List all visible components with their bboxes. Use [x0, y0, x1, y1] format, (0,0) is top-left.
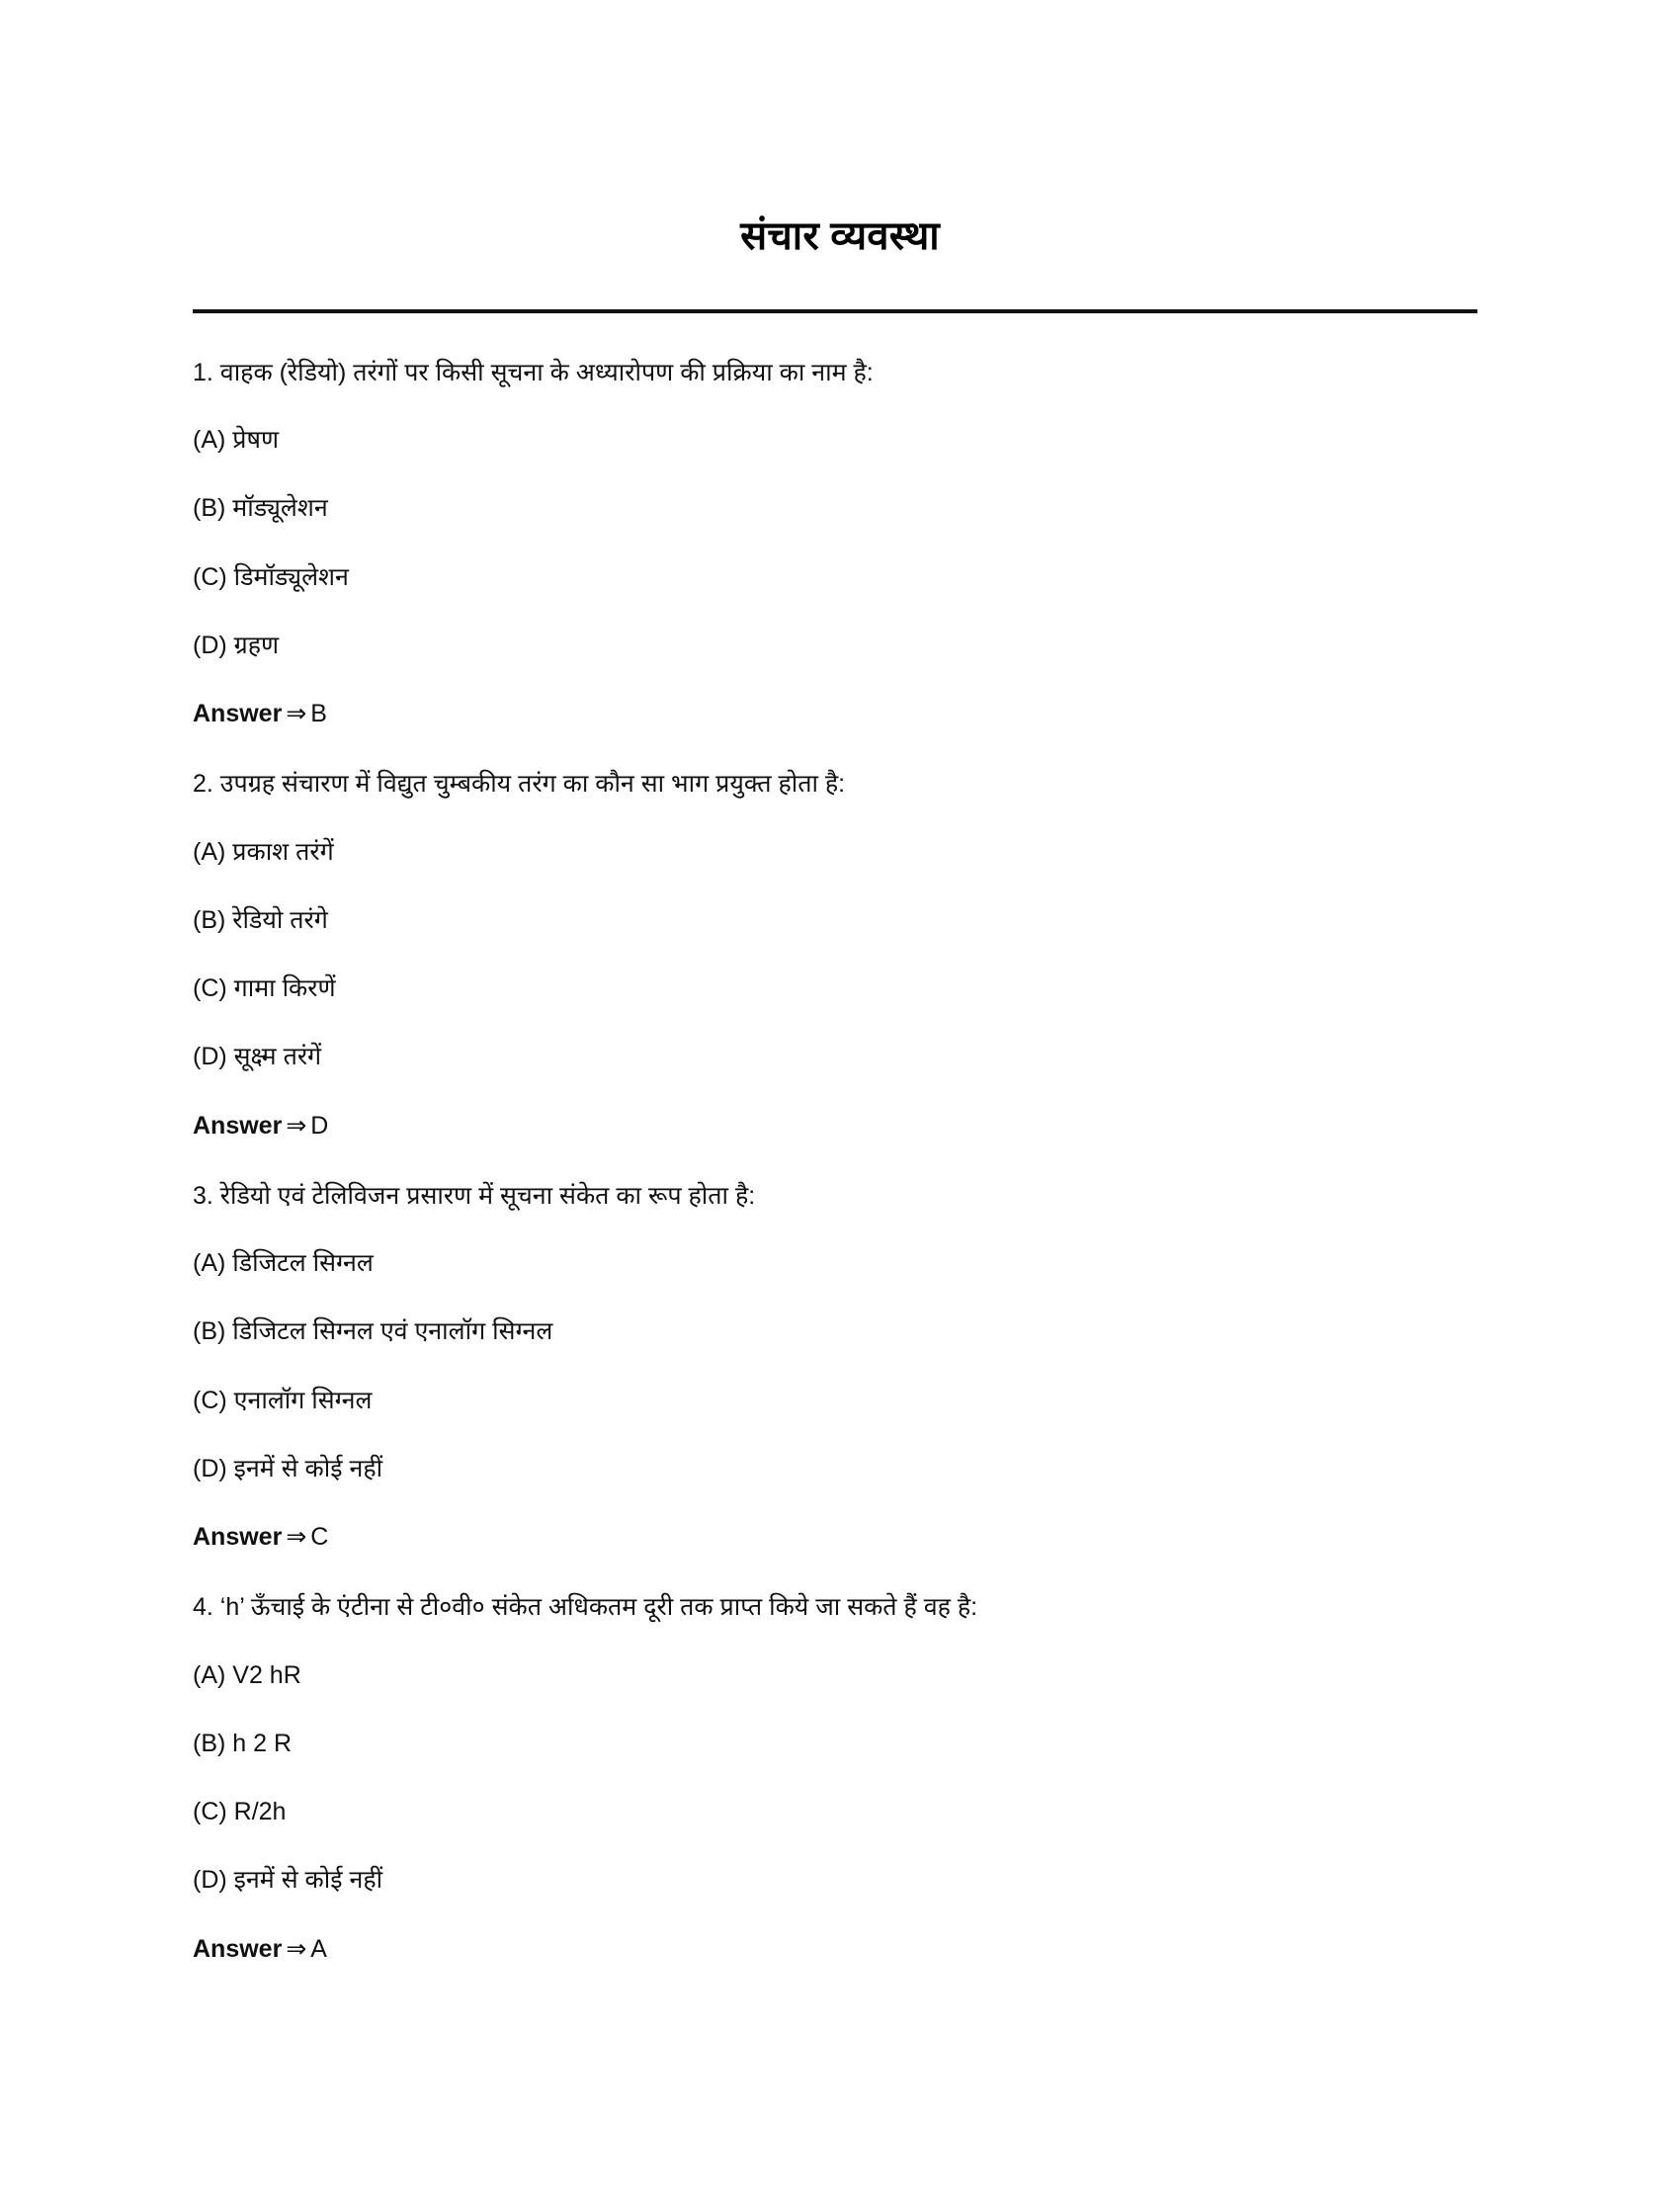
- option-c[interactable]: (C) एनालॉग सिग्नल: [193, 1386, 373, 1414]
- option-c[interactable]: (C) गामा किरणें: [193, 974, 336, 1003]
- question-text: 2. उपग्रह संचारण में विद्युत चुम्बकीय तरंग का कौन सा भाग प्रयुक्त होता है:: [193, 770, 846, 799]
- answer-label: Answer: [193, 1111, 283, 1140]
- answer-value: C: [310, 1523, 329, 1552]
- option-b[interactable]: (B) डिजिटल सिग्नल एवं एनालॉग सिग्नल: [193, 1317, 553, 1346]
- answer-line: [193, 1931, 1487, 1967]
- answer-value: B: [310, 700, 327, 728]
- questions-container: [0, 313, 1680, 1967]
- option-b[interactable]: (B) मॉड्यूलेशन: [193, 494, 328, 523]
- question-block: [193, 1589, 1487, 1967]
- answer-arrow-icon: ⇒: [286, 1934, 307, 1963]
- option-b[interactable]: (B) रेडियो तरंगे: [193, 905, 328, 934]
- option-a[interactable]: (A) V2 hR: [193, 1660, 301, 1689]
- answer-value: D: [310, 1111, 329, 1140]
- question-text: 1. वाहक (रेडियो) तरंगों पर किसी सूचना के अध्यारोपण की प्रक्रिया का नाम है:: [193, 358, 874, 386]
- question-text: 4. ‘h’ ऊँचाई के एंटीना से टी०वी० संकेत अधिकतम दूरी तक प्राप्त किये जा सकते हैं वह है:: [193, 1593, 978, 1622]
- answer-label: Answer: [193, 1934, 283, 1963]
- option-a[interactable]: (A) प्रेषण: [193, 426, 280, 455]
- option-d[interactable]: (D) इनमें से कोई नहीं: [193, 1454, 383, 1482]
- option-c[interactable]: (C) डिमॉड्यूलेशन: [193, 562, 349, 591]
- answer-line: [193, 1519, 1487, 1555]
- question-text: 3. रेडियो एवं टेलिविजन प्रसारण में सूचना संकेत का रूप होता है:: [193, 1181, 756, 1210]
- answer-arrow-icon: ⇒: [286, 1111, 307, 1140]
- question-block: [193, 766, 1487, 1143]
- answer-value: A: [310, 1934, 327, 1963]
- question-block: [193, 1178, 1487, 1556]
- document-page: [0, 27, 1680, 2201]
- option-a[interactable]: (A) डिजिटल सिग्नल: [193, 1249, 374, 1278]
- page-title: संचार व्यवस्था: [740, 213, 940, 258]
- answer-label: Answer: [193, 700, 283, 728]
- question-block: [193, 355, 1487, 732]
- option-d[interactable]: (D) सूक्ष्म तरंगें: [193, 1043, 322, 1071]
- answer-line: [193, 696, 1487, 731]
- option-b[interactable]: (B) h 2 R: [193, 1729, 293, 1757]
- option-c[interactable]: (C) R/2h: [193, 1798, 287, 1826]
- answer-arrow-icon: ⇒: [286, 1523, 307, 1552]
- answer-label: Answer: [193, 1523, 283, 1552]
- option-d[interactable]: (D) ग्रहण: [193, 631, 280, 659]
- answer-line: [193, 1108, 1487, 1143]
- option-a[interactable]: (A) प्रकाश तरंगें: [193, 837, 334, 866]
- option-d[interactable]: (D) इनमें से कोई नहीं: [193, 1866, 383, 1895]
- answer-arrow-icon: ⇒: [286, 700, 307, 728]
